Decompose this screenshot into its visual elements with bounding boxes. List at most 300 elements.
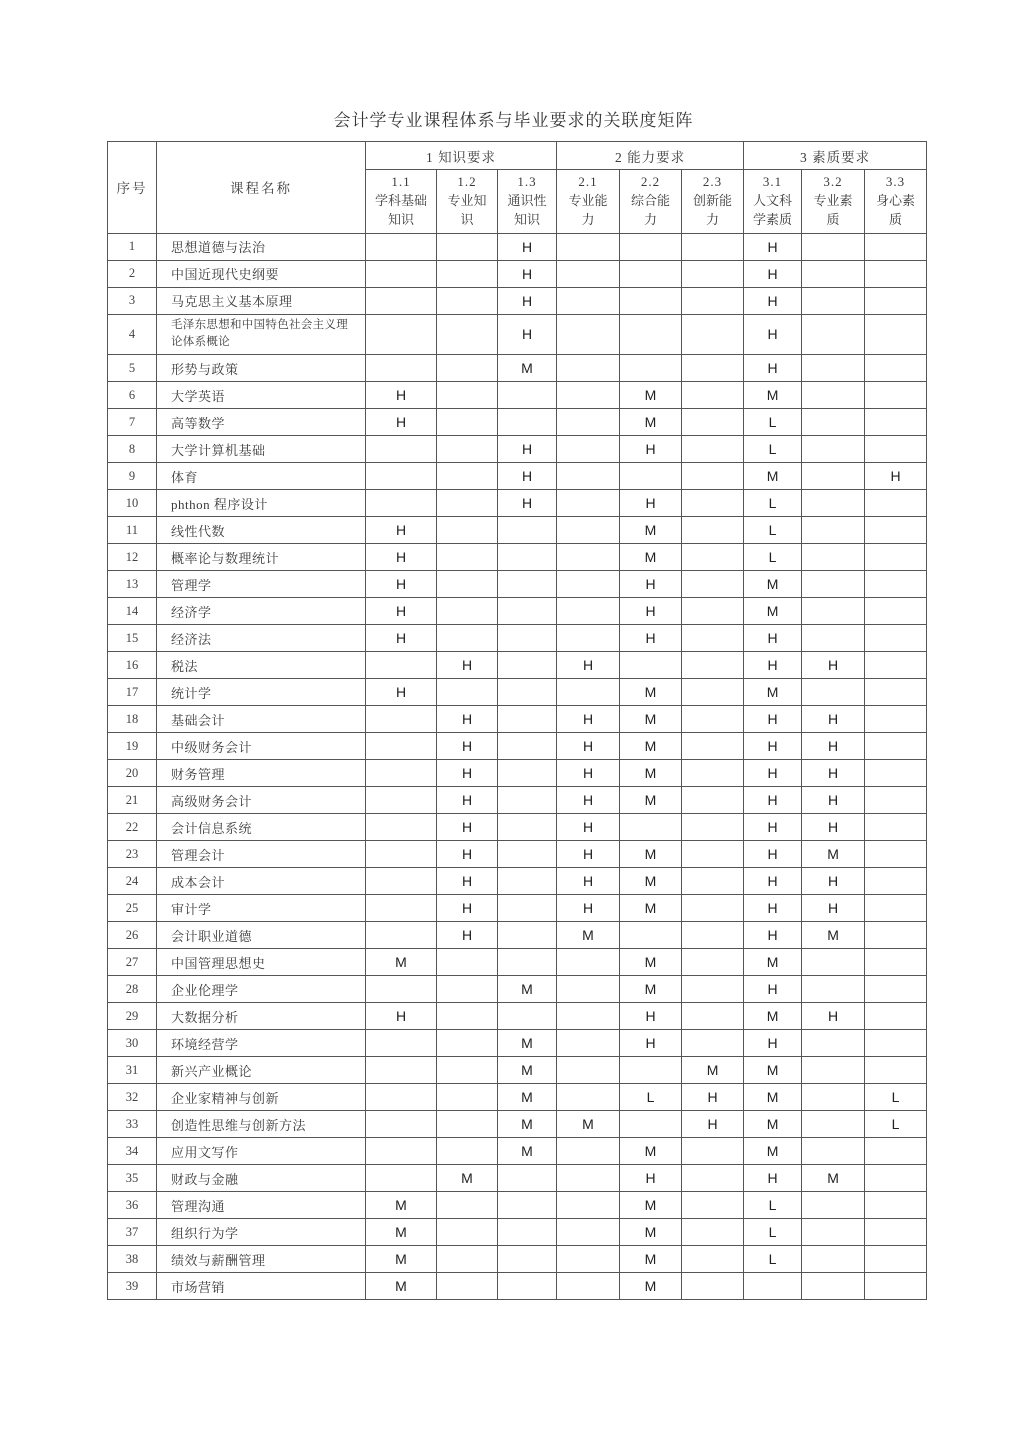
row-number: 25 bbox=[108, 895, 157, 922]
row-number: 18 bbox=[108, 706, 157, 733]
relevance-cell bbox=[437, 625, 498, 652]
relevance-cell bbox=[557, 1246, 620, 1273]
relevance-cell bbox=[557, 1273, 620, 1300]
course-name: 管理学 bbox=[157, 571, 366, 598]
relevance-cell bbox=[366, 314, 437, 355]
table-row bbox=[108, 1192, 927, 1219]
course-name: 大学英语 bbox=[157, 382, 366, 409]
course-name: 应用文写作 bbox=[157, 1138, 366, 1165]
relevance-cell bbox=[437, 1273, 498, 1300]
course-name: 经济法 bbox=[157, 625, 366, 652]
relevance-cell bbox=[802, 1246, 865, 1273]
relevance-cell bbox=[498, 409, 557, 436]
relevance-cell bbox=[865, 814, 927, 841]
relevance-cell bbox=[682, 1246, 744, 1273]
header-group-quality: 3 素质要求 bbox=[744, 142, 927, 170]
relevance-cell bbox=[682, 544, 744, 571]
relevance-cell bbox=[865, 787, 927, 814]
course-name: 大数据分析 bbox=[157, 1003, 366, 1030]
row-number: 7 bbox=[108, 409, 157, 436]
table-row bbox=[108, 1273, 927, 1300]
relevance-cell bbox=[557, 949, 620, 976]
course-name: 管理沟通 bbox=[157, 1192, 366, 1219]
matrix-body bbox=[108, 233, 927, 1300]
relevance-cell: M bbox=[620, 706, 682, 733]
relevance-cell: H bbox=[744, 652, 802, 679]
relevance-cell bbox=[802, 1273, 865, 1300]
relevance-cell bbox=[437, 949, 498, 976]
relevance-cell bbox=[802, 233, 865, 260]
relevance-cell: H bbox=[437, 895, 498, 922]
relevance-cell bbox=[682, 949, 744, 976]
header-group-knowledge: 1 知识要求 bbox=[366, 142, 557, 170]
relevance-cell: M bbox=[620, 1219, 682, 1246]
page-title: 会计学专业课程体系与毕业要求的关联度矩阵 bbox=[333, 111, 694, 130]
row-number: 37 bbox=[108, 1219, 157, 1246]
subheader-label: 创新能力 bbox=[693, 192, 733, 227]
relevance-cell: M bbox=[682, 1057, 744, 1084]
table-row bbox=[108, 1030, 927, 1057]
relevance-cell bbox=[865, 314, 927, 355]
relevance-cell bbox=[865, 1030, 927, 1057]
relevance-cell: H bbox=[682, 1111, 744, 1138]
relevance-cell: H bbox=[366, 517, 437, 544]
relevance-cell bbox=[865, 571, 927, 598]
relevance-cell bbox=[498, 652, 557, 679]
relevance-cell: H bbox=[744, 706, 802, 733]
row-number: 5 bbox=[108, 355, 157, 382]
relevance-cell: H bbox=[437, 733, 498, 760]
relevance-cell: H bbox=[620, 1003, 682, 1030]
relevance-cell bbox=[557, 679, 620, 706]
relevance-cell bbox=[802, 1030, 865, 1057]
course-name: 中级财务会计 bbox=[157, 733, 366, 760]
relevance-cell bbox=[557, 287, 620, 314]
relevance-cell: M bbox=[366, 1219, 437, 1246]
relevance-cell bbox=[437, 436, 498, 463]
course-name: 税法 bbox=[157, 652, 366, 679]
course-name: 基础会计 bbox=[157, 706, 366, 733]
relevance-cell bbox=[366, 733, 437, 760]
relevance-cell bbox=[682, 1138, 744, 1165]
relevance-cell: M bbox=[620, 1138, 682, 1165]
relevance-cell bbox=[802, 409, 865, 436]
relevance-cell: H bbox=[744, 260, 802, 287]
relevance-cell bbox=[682, 355, 744, 382]
relevance-cell bbox=[498, 1165, 557, 1192]
table-row bbox=[108, 733, 927, 760]
relevance-cell: H bbox=[744, 233, 802, 260]
relevance-cell bbox=[802, 517, 865, 544]
relevance-cell: H bbox=[498, 436, 557, 463]
relevance-cell: H bbox=[437, 787, 498, 814]
relevance-cell: L bbox=[744, 1192, 802, 1219]
row-number: 35 bbox=[108, 1165, 157, 1192]
relevance-cell bbox=[802, 544, 865, 571]
table-row bbox=[108, 1111, 927, 1138]
relevance-cell bbox=[557, 1219, 620, 1246]
subheader-3-3 bbox=[865, 170, 927, 234]
subheader-label: 通识性知识 bbox=[507, 192, 547, 227]
relevance-cell bbox=[802, 571, 865, 598]
subheader-2-2 bbox=[620, 170, 682, 234]
row-number: 26 bbox=[108, 922, 157, 949]
subheader-number: 2.3 bbox=[702, 174, 723, 189]
relevance-cell bbox=[437, 1057, 498, 1084]
relevance-cell bbox=[865, 652, 927, 679]
relevance-cell: M bbox=[557, 922, 620, 949]
relevance-cell: H bbox=[744, 895, 802, 922]
relevance-cell bbox=[682, 463, 744, 490]
relevance-cell bbox=[865, 260, 927, 287]
relevance-cell: L bbox=[865, 1111, 927, 1138]
course-name: 统计学 bbox=[157, 679, 366, 706]
relevance-cell bbox=[682, 1030, 744, 1057]
relevance-cell: H bbox=[865, 463, 927, 490]
relevance-cell: M bbox=[620, 841, 682, 868]
relevance-cell: M bbox=[744, 949, 802, 976]
table-row bbox=[108, 949, 927, 976]
relevance-cell: L bbox=[744, 544, 802, 571]
relevance-cell bbox=[865, 841, 927, 868]
relevance-cell: L bbox=[744, 436, 802, 463]
relevance-cell bbox=[366, 1057, 437, 1084]
row-number: 20 bbox=[108, 760, 157, 787]
table-header bbox=[108, 142, 927, 234]
relevance-cell bbox=[557, 598, 620, 625]
relevance-cell bbox=[557, 409, 620, 436]
relevance-cell bbox=[498, 814, 557, 841]
table-row bbox=[108, 598, 927, 625]
relevance-cell bbox=[802, 1084, 865, 1111]
relevance-cell bbox=[498, 922, 557, 949]
relevance-cell bbox=[802, 463, 865, 490]
relevance-cell bbox=[865, 1057, 927, 1084]
course-name: 高级财务会计 bbox=[157, 787, 366, 814]
relevance-cell bbox=[682, 517, 744, 544]
relevance-cell bbox=[682, 652, 744, 679]
relevance-cell bbox=[366, 355, 437, 382]
relevance-cell bbox=[498, 679, 557, 706]
subheader-label: 学科基础知识 bbox=[374, 192, 427, 227]
relevance-cell bbox=[865, 436, 927, 463]
relevance-cell: H bbox=[802, 814, 865, 841]
row-number: 8 bbox=[108, 436, 157, 463]
table-row bbox=[108, 976, 927, 1003]
table-row bbox=[108, 706, 927, 733]
relevance-cell: H bbox=[498, 233, 557, 260]
relevance-cell: H bbox=[557, 733, 620, 760]
relevance-cell: M bbox=[366, 1192, 437, 1219]
relevance-cell bbox=[366, 787, 437, 814]
relevance-cell: H bbox=[557, 814, 620, 841]
relevance-cell bbox=[802, 314, 865, 355]
relevance-cell bbox=[865, 1138, 927, 1165]
course-name: 形势与政策 bbox=[157, 355, 366, 382]
relevance-cell: M bbox=[620, 409, 682, 436]
relevance-cell bbox=[437, 409, 498, 436]
relevance-cell: H bbox=[744, 787, 802, 814]
table-row bbox=[108, 260, 927, 287]
course-name: 新兴产业概论 bbox=[157, 1057, 366, 1084]
relevance-cell: H bbox=[620, 490, 682, 517]
relevance-cell: M bbox=[620, 1246, 682, 1273]
relevance-cell: H bbox=[744, 841, 802, 868]
relevance-cell: H bbox=[366, 571, 437, 598]
relevance-cell: L bbox=[744, 517, 802, 544]
header-group-ability: 2 能力要求 bbox=[557, 142, 744, 170]
relevance-cell: M bbox=[498, 976, 557, 1003]
relevance-cell bbox=[557, 1192, 620, 1219]
relevance-cell: M bbox=[620, 733, 682, 760]
table-row bbox=[108, 679, 927, 706]
relevance-cell bbox=[865, 1219, 927, 1246]
relevance-cell bbox=[802, 1192, 865, 1219]
course-name: 线性代数 bbox=[157, 517, 366, 544]
relevance-cell: H bbox=[437, 652, 498, 679]
relevance-cell bbox=[557, 1165, 620, 1192]
relevance-cell bbox=[682, 571, 744, 598]
relevance-cell bbox=[865, 517, 927, 544]
relevance-cell: M bbox=[620, 949, 682, 976]
relevance-cell: L bbox=[744, 1219, 802, 1246]
relevance-cell: M bbox=[620, 895, 682, 922]
subheader-label: 专业素质 bbox=[813, 192, 853, 227]
subheader-number: 2.2 bbox=[640, 174, 661, 189]
relevance-cell bbox=[620, 463, 682, 490]
relevance-cell bbox=[437, 1138, 498, 1165]
relevance-cell: L bbox=[744, 409, 802, 436]
relevance-cell bbox=[682, 409, 744, 436]
relevance-cell bbox=[437, 233, 498, 260]
relevance-cell: H bbox=[744, 760, 802, 787]
relevance-cell: M bbox=[620, 760, 682, 787]
relevance-cell bbox=[682, 976, 744, 1003]
subheader-number: 1.2 bbox=[457, 174, 477, 189]
relevance-cell bbox=[366, 1138, 437, 1165]
relevance-cell bbox=[620, 233, 682, 260]
subheader-number: 3.3 bbox=[885, 174, 906, 189]
relevance-cell bbox=[865, 922, 927, 949]
relevance-cell bbox=[865, 625, 927, 652]
relevance-cell bbox=[366, 260, 437, 287]
course-name: 会计职业道德 bbox=[157, 922, 366, 949]
relevance-cell bbox=[620, 1057, 682, 1084]
relevance-cell: M bbox=[744, 382, 802, 409]
relevance-cell: H bbox=[366, 544, 437, 571]
relevance-cell: M bbox=[744, 1111, 802, 1138]
relevance-cell bbox=[865, 409, 927, 436]
table-row bbox=[108, 287, 927, 314]
relevance-cell bbox=[366, 1084, 437, 1111]
relevance-cell bbox=[682, 287, 744, 314]
relevance-cell: M bbox=[802, 922, 865, 949]
relevance-cell bbox=[682, 706, 744, 733]
relevance-cell bbox=[498, 517, 557, 544]
relevance-cell bbox=[682, 1219, 744, 1246]
relevance-cell: H bbox=[366, 1003, 437, 1030]
relevance-cell: L bbox=[744, 1246, 802, 1273]
relevance-cell bbox=[437, 1192, 498, 1219]
relevance-cell bbox=[366, 706, 437, 733]
relevance-cell: M bbox=[802, 1165, 865, 1192]
relevance-cell bbox=[865, 706, 927, 733]
relevance-cell bbox=[682, 625, 744, 652]
relevance-cell bbox=[366, 1165, 437, 1192]
relevance-cell bbox=[498, 733, 557, 760]
relevance-cell: H bbox=[620, 1030, 682, 1057]
relevance-cell: H bbox=[437, 841, 498, 868]
relevance-cell: H bbox=[366, 679, 437, 706]
relevance-cell bbox=[682, 1003, 744, 1030]
course-name: 思想道德与法治 bbox=[157, 233, 366, 260]
relevance-cell: M bbox=[366, 949, 437, 976]
course-name: 成本会计 bbox=[157, 868, 366, 895]
relevance-cell: H bbox=[366, 625, 437, 652]
relevance-cell bbox=[498, 571, 557, 598]
relevance-cell bbox=[437, 287, 498, 314]
row-number: 9 bbox=[108, 463, 157, 490]
subheader-label: 专业知识 bbox=[447, 192, 487, 227]
header-serial-number: 序号 bbox=[108, 142, 157, 234]
relevance-cell bbox=[682, 1165, 744, 1192]
table-row bbox=[108, 1219, 927, 1246]
relevance-cell: H bbox=[744, 287, 802, 314]
table-row bbox=[108, 314, 927, 355]
course-name: 财政与金融 bbox=[157, 1165, 366, 1192]
relevance-cell: H bbox=[437, 706, 498, 733]
relevance-cell bbox=[557, 1030, 620, 1057]
relevance-cell: M bbox=[744, 598, 802, 625]
table-row bbox=[108, 1246, 927, 1273]
relevance-cell: H bbox=[620, 571, 682, 598]
relevance-cell bbox=[366, 652, 437, 679]
row-number: 16 bbox=[108, 652, 157, 679]
relevance-cell: H bbox=[802, 868, 865, 895]
row-number: 36 bbox=[108, 1192, 157, 1219]
relevance-cell: H bbox=[366, 409, 437, 436]
relevance-cell: M bbox=[498, 1057, 557, 1084]
relevance-cell bbox=[437, 382, 498, 409]
table-row bbox=[108, 868, 927, 895]
relevance-cell: L bbox=[865, 1084, 927, 1111]
relevance-cell: H bbox=[437, 922, 498, 949]
relevance-cell bbox=[620, 355, 682, 382]
row-number: 39 bbox=[108, 1273, 157, 1300]
relevance-cell bbox=[498, 382, 557, 409]
subheader-1-2 bbox=[437, 170, 498, 234]
relevance-cell: H bbox=[498, 463, 557, 490]
relevance-cell bbox=[366, 1111, 437, 1138]
relevance-cell bbox=[437, 463, 498, 490]
relevance-cell bbox=[682, 868, 744, 895]
relevance-cell: H bbox=[744, 733, 802, 760]
course-name: 企业家精神与创新 bbox=[157, 1084, 366, 1111]
relevance-cell: M bbox=[620, 787, 682, 814]
relevance-cell: H bbox=[744, 1165, 802, 1192]
relevance-cell bbox=[498, 949, 557, 976]
relevance-cell bbox=[682, 233, 744, 260]
course-name: 马克思主义基本原理 bbox=[157, 287, 366, 314]
row-number: 2 bbox=[108, 260, 157, 287]
relevance-cell bbox=[682, 760, 744, 787]
table-row bbox=[108, 1003, 927, 1030]
course-name: 审计学 bbox=[157, 895, 366, 922]
relevance-cell bbox=[557, 571, 620, 598]
relevance-cell bbox=[865, 1273, 927, 1300]
relevance-cell bbox=[557, 1138, 620, 1165]
table-row bbox=[108, 1165, 927, 1192]
relevance-cell: H bbox=[557, 895, 620, 922]
course-name: 绩效与薪酬管理 bbox=[157, 1246, 366, 1273]
course-name: 体育 bbox=[157, 463, 366, 490]
relevance-cell: H bbox=[744, 314, 802, 355]
relevance-cell: H bbox=[557, 652, 620, 679]
relevance-cell bbox=[498, 706, 557, 733]
relevance-cell: M bbox=[620, 517, 682, 544]
relevance-cell: M bbox=[498, 1138, 557, 1165]
relevance-cell: M bbox=[620, 1192, 682, 1219]
course-name: 财务管理 bbox=[157, 760, 366, 787]
relevance-cell bbox=[498, 1273, 557, 1300]
relevance-cell bbox=[366, 841, 437, 868]
table-row bbox=[108, 1084, 927, 1111]
relevance-cell bbox=[682, 733, 744, 760]
relevance-cell: H bbox=[802, 733, 865, 760]
relevance-cell: H bbox=[744, 814, 802, 841]
relevance-cell: H bbox=[802, 1003, 865, 1030]
row-number: 32 bbox=[108, 1084, 157, 1111]
relevance-cell: H bbox=[498, 287, 557, 314]
relevance-cell bbox=[682, 895, 744, 922]
row-number: 3 bbox=[108, 287, 157, 314]
relevance-cell bbox=[802, 436, 865, 463]
relevance-cell bbox=[437, 1246, 498, 1273]
relevance-cell bbox=[865, 1192, 927, 1219]
row-number: 29 bbox=[108, 1003, 157, 1030]
row-number: 34 bbox=[108, 1138, 157, 1165]
relevance-cell: M bbox=[744, 679, 802, 706]
table-row bbox=[108, 1057, 927, 1084]
relevance-cell bbox=[865, 355, 927, 382]
relevance-cell bbox=[498, 895, 557, 922]
table-row bbox=[108, 625, 927, 652]
relevance-cell bbox=[366, 895, 437, 922]
relevance-cell bbox=[557, 1003, 620, 1030]
relevance-cell bbox=[865, 382, 927, 409]
relevance-cell bbox=[498, 1192, 557, 1219]
relevance-cell bbox=[682, 598, 744, 625]
relevance-cell: M bbox=[744, 1138, 802, 1165]
relevance-cell bbox=[865, 733, 927, 760]
row-number: 19 bbox=[108, 733, 157, 760]
relevance-cell bbox=[682, 436, 744, 463]
table-row bbox=[108, 382, 927, 409]
course-name: 大学计算机基础 bbox=[157, 436, 366, 463]
relevance-cell: H bbox=[802, 760, 865, 787]
subheader-2-1 bbox=[557, 170, 620, 234]
header-group-row bbox=[108, 142, 927, 170]
relevance-cell: M bbox=[744, 1084, 802, 1111]
row-number: 4 bbox=[108, 314, 157, 355]
relevance-cell bbox=[437, 544, 498, 571]
relevance-cell bbox=[557, 382, 620, 409]
course-name: 中国管理思想史 bbox=[157, 949, 366, 976]
table-row bbox=[108, 1138, 927, 1165]
relevance-cell: H bbox=[744, 868, 802, 895]
row-number: 33 bbox=[108, 1111, 157, 1138]
relevance-cell bbox=[802, 490, 865, 517]
